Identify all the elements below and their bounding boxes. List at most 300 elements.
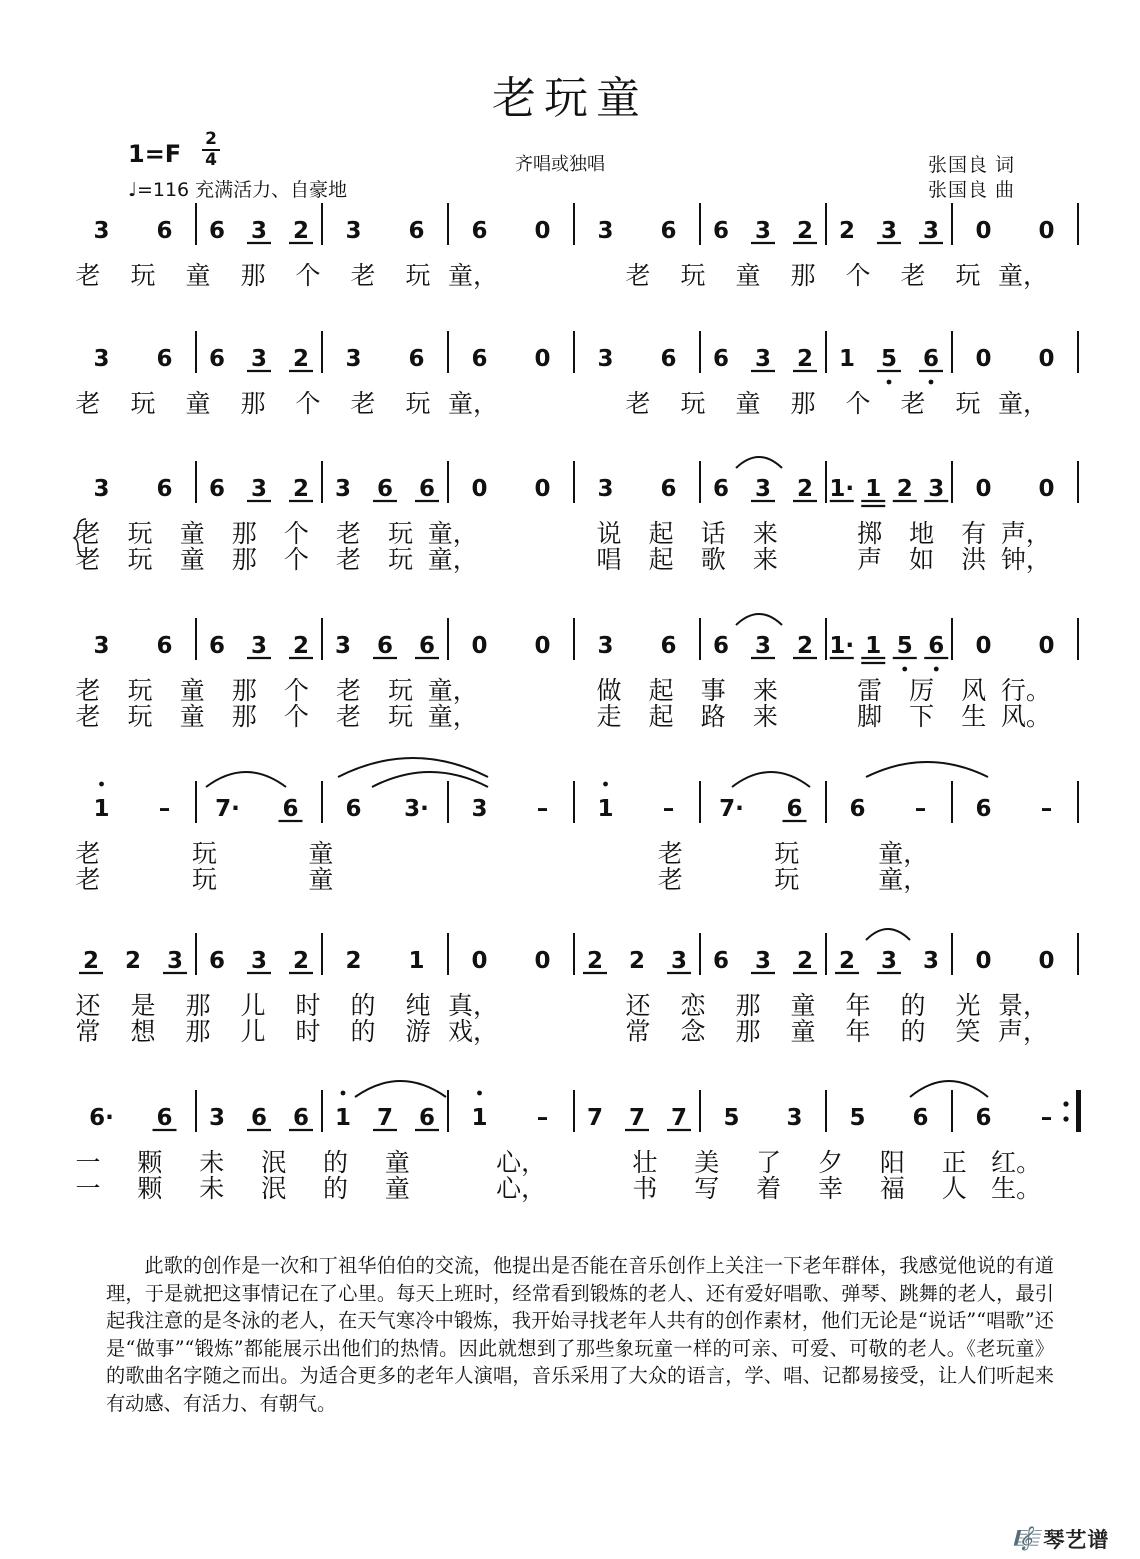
note: 2	[796, 948, 814, 974]
lyric-char: 儿	[240, 991, 266, 1020]
note: 6	[912, 1105, 929, 1131]
lyric-char: 壮	[632, 1148, 658, 1177]
note: 6	[156, 476, 173, 502]
note: 3	[250, 346, 268, 372]
lyric-char: 真，	[447, 991, 499, 1020]
lyric-char: 个	[845, 261, 871, 290]
note: 3	[922, 218, 940, 244]
note: –	[662, 796, 675, 822]
lyric-char: 玩	[680, 389, 706, 418]
note: 6	[282, 796, 299, 822]
lyric-char: 老	[75, 865, 101, 894]
lyric-char: 厉	[909, 676, 935, 705]
note: 3	[345, 346, 362, 372]
note: 2	[292, 633, 310, 659]
lyric-char: 玩	[774, 865, 800, 894]
lyric-char: 未	[199, 1148, 225, 1177]
note: 3	[93, 346, 110, 372]
lyric-char: 童，	[878, 865, 929, 894]
note: 3	[754, 476, 772, 502]
note: 2	[838, 218, 856, 244]
lyric-char: 个	[283, 702, 309, 731]
note: 0	[1038, 218, 1055, 244]
lyric-char: 个	[283, 676, 309, 705]
note: 1	[408, 948, 425, 974]
key-signature: 1=F	[128, 140, 182, 168]
lyric-char: 玩	[388, 676, 414, 705]
note: 1	[865, 476, 882, 502]
note: 3	[345, 218, 362, 244]
note: 3	[880, 948, 898, 974]
note: 1·	[829, 476, 855, 502]
lyric-char: 童	[185, 389, 211, 418]
lyric-char: 老	[350, 261, 376, 290]
low-octave-dot	[902, 667, 907, 672]
note: 6	[418, 1105, 436, 1131]
note: 0	[534, 633, 551, 659]
lyric-char: 声	[857, 545, 883, 574]
lyric-char: 戏，	[447, 1017, 499, 1046]
lyric-char: 来	[752, 519, 778, 548]
lyric-char: 玩	[774, 839, 800, 868]
lyric-char: 美	[694, 1148, 720, 1177]
note: –	[536, 1105, 549, 1131]
lyric-char: 童，	[427, 545, 478, 574]
lyric-char: 一	[75, 1174, 101, 1203]
note: 5	[896, 633, 913, 659]
note: 6	[922, 346, 940, 372]
lyric-char: 年	[845, 991, 871, 1020]
lyric-char: 正	[941, 1148, 967, 1177]
lyric-char: 常	[75, 1017, 101, 1046]
note: 0	[534, 948, 551, 974]
note: 3	[786, 1105, 803, 1131]
note: 0	[1038, 346, 1055, 372]
high-octave-dot	[99, 782, 104, 787]
lyric-char: 玩	[191, 865, 217, 894]
lyric-char: 心，	[496, 1174, 547, 1203]
lyric-char: 玩	[388, 545, 414, 574]
lyric-char: 的	[900, 991, 926, 1020]
watermark-logo	[1012, 1524, 1109, 1554]
note: 1	[597, 796, 614, 822]
note: 3	[597, 346, 614, 372]
note: 6	[208, 346, 226, 372]
note: 0	[975, 633, 992, 659]
lyric-char: 玩	[127, 702, 153, 731]
note: 0	[975, 218, 992, 244]
lyric-char: 那	[231, 676, 257, 705]
lyricist-credit: 张国良 词	[928, 154, 1016, 176]
lyric-char: 雷	[857, 676, 883, 705]
note: 3	[754, 633, 772, 659]
note: 6	[208, 476, 226, 502]
lyric-char: 那	[790, 389, 816, 418]
lyric-char: 唱	[596, 545, 622, 574]
note: 3	[250, 633, 268, 659]
note: 3	[166, 948, 184, 974]
lyric-char: 下	[909, 702, 935, 731]
note: –	[1040, 796, 1053, 822]
note: 6	[975, 1105, 992, 1131]
lyric-char: 写	[694, 1174, 720, 1203]
lyric-char: 走	[596, 702, 622, 731]
lyric-char: 的	[322, 1174, 349, 1203]
lyric-char: 脚	[857, 702, 883, 731]
lyric-char: 玩	[388, 702, 414, 731]
lyric-char: 人	[941, 1174, 967, 1203]
lyric-char: 玩	[680, 261, 706, 290]
note: 6	[156, 633, 173, 659]
lyric-char: 生。	[991, 1174, 1042, 1203]
note: 6	[660, 633, 677, 659]
note: 0	[975, 476, 992, 502]
slur-arc	[372, 772, 488, 787]
lyric-char: 起	[648, 519, 674, 548]
lyric-char: 幸	[817, 1174, 844, 1203]
note: 3	[754, 346, 772, 372]
note: 6·	[89, 1105, 114, 1131]
note: 3	[597, 633, 614, 659]
lyric-char: 路	[700, 702, 726, 731]
lyric-char: 钟，	[1000, 545, 1051, 574]
note: 3	[250, 218, 268, 244]
lyric-char: 的	[322, 1148, 349, 1177]
note: 3	[250, 476, 268, 502]
note: 7	[628, 1105, 646, 1131]
note: 6	[471, 218, 488, 244]
lyric-char: 童，	[427, 676, 478, 705]
lyric-char: 老	[75, 261, 101, 290]
lyric-char: 老	[75, 545, 101, 574]
note: 2	[586, 948, 604, 974]
note: 7·	[215, 796, 240, 822]
watermark-text: 琴艺谱	[1043, 1528, 1110, 1552]
tempo-marking: ♩=116 充满活力、自豪地	[128, 179, 348, 201]
note: 1	[471, 1105, 488, 1131]
lyric-char: 老	[336, 545, 362, 574]
repeat-dot	[1063, 1116, 1068, 1121]
lyric-char: 还	[625, 991, 651, 1020]
lyric-char: 游	[405, 1017, 431, 1046]
lyric-char: 老	[336, 519, 362, 548]
lyric-char: 说	[596, 519, 622, 548]
lyric-char: 光	[955, 991, 981, 1020]
lyric-char: 颗	[137, 1174, 163, 1203]
lyric-char: 有	[961, 519, 987, 548]
note: 0	[534, 476, 551, 502]
note: 6	[408, 346, 425, 372]
note: 1	[865, 633, 882, 659]
lyric-char: 老	[350, 389, 376, 418]
lyric-char: 来	[752, 676, 778, 705]
note: 7	[670, 1105, 688, 1131]
lyric-char: 的	[900, 1017, 926, 1046]
lyric-char: 话	[700, 519, 726, 548]
time-signature-bottom: 4	[205, 150, 217, 170]
lyric-char: 童	[179, 702, 205, 731]
lyric-char: 玩	[127, 519, 153, 548]
note: 3	[334, 633, 352, 659]
note: 0	[534, 346, 551, 372]
lyric-char: 红。	[991, 1148, 1042, 1177]
note: 6	[849, 796, 866, 822]
lyric-char: 歌	[700, 545, 726, 574]
note: 3	[670, 948, 688, 974]
lyric-char: 时	[295, 1017, 321, 1046]
note: 5	[849, 1105, 866, 1131]
note: 2	[292, 218, 310, 244]
note: 3	[93, 218, 110, 244]
note: 0	[1038, 476, 1055, 502]
lyric-char: 老	[900, 261, 926, 290]
note: 2	[292, 346, 310, 372]
note: 2	[796, 218, 814, 244]
lyric-char: 颗	[137, 1148, 163, 1177]
lyric-char: 童	[179, 545, 205, 574]
note: 3	[597, 476, 614, 502]
lyric-char: 老	[75, 676, 101, 705]
lyric-char: 童	[308, 865, 334, 894]
lyric-char: 那	[790, 261, 816, 290]
lyric-char: 玩	[405, 389, 431, 418]
lyric-char: 泯	[261, 1174, 287, 1203]
note: 6	[345, 796, 362, 822]
lyric-char: 风	[961, 676, 987, 705]
high-octave-dot	[341, 1091, 346, 1096]
lyric-char: 童，	[997, 261, 1049, 290]
note: 2	[796, 476, 814, 502]
note: 3	[597, 218, 614, 244]
lyric-char: 老	[75, 839, 101, 868]
note: 1·	[829, 633, 855, 659]
note: 2	[796, 633, 814, 659]
note: 2	[838, 948, 856, 974]
music-logo-icon: 🎼	[1012, 1526, 1040, 1552]
note: 7	[586, 1105, 604, 1131]
lyric-char: 那	[240, 389, 266, 418]
note: 5	[880, 346, 898, 372]
lyric-char: 心，	[496, 1148, 547, 1177]
note: 6	[660, 476, 677, 502]
lyric-char: 是	[130, 991, 156, 1020]
lyric-char: 那	[185, 991, 211, 1020]
note: 2	[796, 346, 814, 372]
note: 3	[922, 948, 940, 974]
lyric-char: 童	[179, 676, 205, 705]
repeat-dot	[1063, 1101, 1068, 1106]
lyric-char: 年	[845, 1017, 871, 1046]
lyric-char: 笑	[955, 1017, 981, 1046]
note: 6	[712, 948, 730, 974]
lyric-char: 老	[625, 261, 651, 290]
note: 0	[471, 948, 488, 974]
slur-arc	[732, 772, 810, 787]
slur-arc	[866, 762, 988, 777]
lyric-char: 生	[961, 702, 987, 731]
lyric-char: 的	[350, 1017, 376, 1046]
lyric-char: 福	[879, 1174, 905, 1203]
note: 3	[754, 948, 772, 974]
note: 6	[712, 218, 730, 244]
note: 0	[975, 948, 992, 974]
note: 6	[418, 633, 436, 659]
lyric-char: 童	[790, 991, 816, 1020]
lyric-char: 玩	[127, 676, 153, 705]
lyric-char: 那	[240, 261, 266, 290]
lyric-char: 个	[295, 389, 321, 418]
song-title: 老玩童	[492, 73, 648, 124]
lyric-char: 声，	[997, 1017, 1049, 1046]
lyric-char: 童，	[447, 389, 499, 418]
slur-arc	[355, 1081, 446, 1097]
note: –	[536, 796, 549, 822]
slur-arc	[736, 614, 782, 625]
final-barline	[1076, 1090, 1081, 1132]
lyric-char: 了	[756, 1148, 782, 1177]
lyric-char: 玩	[955, 389, 981, 418]
lyric-char: 童	[308, 839, 334, 868]
lyric-char: 个	[295, 261, 321, 290]
lyric-char: 那	[231, 545, 257, 574]
note: 3·	[404, 796, 429, 822]
note: 1	[93, 796, 110, 822]
lyric-char: 玩	[405, 261, 431, 290]
low-octave-dot	[929, 380, 934, 385]
slur-arc	[736, 457, 782, 468]
note: 6	[928, 633, 945, 659]
note: 0	[471, 633, 488, 659]
lyric-char: 童	[735, 389, 761, 418]
note: 7	[376, 1105, 394, 1131]
note: 6	[376, 633, 394, 659]
lyric-char: 想	[130, 1017, 156, 1046]
lyric-char: 玩	[191, 839, 217, 868]
lyric-char: 老	[900, 389, 926, 418]
note: 6	[471, 346, 488, 372]
lyric-char: 玩	[130, 261, 156, 290]
note: –	[158, 796, 171, 822]
lyric-char: 老	[75, 389, 101, 418]
note: 3	[93, 476, 110, 502]
note: 6	[712, 346, 730, 372]
lyric-char: 事	[700, 676, 726, 705]
note: 6	[418, 476, 436, 502]
note: 0	[1038, 948, 1055, 974]
note: 3	[471, 796, 488, 822]
note: 3	[208, 1105, 226, 1131]
lyric-char: 着	[756, 1174, 782, 1203]
time-signature-top: 2	[202, 130, 220, 151]
lyric-char: 老	[336, 676, 362, 705]
lyric-char: 童	[735, 261, 761, 290]
note: 6	[408, 218, 425, 244]
lyric-char: 泯	[261, 1148, 287, 1177]
lyric-char: 那	[231, 519, 257, 548]
low-octave-dot	[887, 380, 892, 385]
lyric-char: 还	[75, 991, 101, 1020]
lyric-char: 掷	[857, 519, 883, 548]
lyric-char: 如	[909, 545, 935, 574]
lyric-char: 童，	[427, 519, 478, 548]
lyric-char: 那	[185, 1017, 211, 1046]
slur-arc	[910, 1081, 988, 1097]
note: 6	[712, 633, 730, 659]
lyric-char: 洪	[961, 545, 987, 574]
lyric-char: 那	[735, 1017, 761, 1046]
note: 6	[292, 1105, 310, 1131]
lyric-char: 的	[350, 991, 376, 1020]
lyric-char: 起	[648, 545, 674, 574]
lyric-char: 童	[179, 519, 205, 548]
lyric-char: 个	[283, 545, 309, 574]
low-octave-dot	[934, 667, 939, 672]
lyric-char: 来	[752, 702, 778, 731]
note: 3	[880, 218, 898, 244]
slur-arc	[206, 772, 286, 787]
lyric-char: 念	[680, 1017, 706, 1046]
lyric-char: 童	[185, 261, 211, 290]
lyric-char: 童，	[878, 839, 929, 868]
note: 2	[124, 948, 142, 974]
note: 6	[660, 346, 677, 372]
lyric-char: 行。	[1000, 676, 1051, 705]
lyric-char: 老	[336, 702, 362, 731]
lyric-char: 玩	[127, 545, 153, 574]
lyric-char: 童	[790, 1017, 816, 1046]
note: 3	[754, 218, 772, 244]
lyric-char: 风。	[1000, 702, 1051, 731]
lyric-char: 做	[596, 676, 622, 705]
lyric-char: 玩	[130, 389, 156, 418]
note: 2	[628, 948, 646, 974]
note: 6	[156, 1105, 173, 1131]
lyric-char: 起	[648, 702, 674, 731]
lyric-char: 老	[625, 389, 651, 418]
note: –	[1040, 1105, 1053, 1131]
lyric-char: 书	[632, 1174, 658, 1203]
note: 2	[896, 476, 913, 502]
note: 0	[1038, 633, 1055, 659]
high-octave-dot	[603, 782, 608, 787]
note: 3	[928, 476, 945, 502]
note: 0	[471, 476, 488, 502]
lyric-char: 阳	[879, 1148, 905, 1177]
lyric-char: 老	[657, 865, 683, 894]
lyric-char: 童，	[997, 389, 1049, 418]
note: 7·	[719, 796, 744, 822]
lyric-char: 未	[199, 1174, 225, 1203]
note: 2	[82, 948, 100, 974]
lyric-char: 一	[75, 1148, 101, 1177]
note: 6	[376, 476, 394, 502]
lyric-char: 老	[75, 702, 101, 731]
lyric-char: 那	[231, 702, 257, 731]
composer-credit: 张国良 曲	[928, 179, 1016, 201]
note: 6	[156, 346, 173, 372]
lyric-char: 童	[384, 1174, 410, 1203]
lyric-char: 玩	[955, 261, 981, 290]
lyric-char: 恋	[680, 991, 706, 1020]
note: 6	[156, 218, 173, 244]
lyric-char: 老	[75, 519, 101, 548]
note: 6	[208, 633, 226, 659]
lyric-char: 时	[295, 991, 321, 1020]
lyric-char: 童，	[427, 702, 478, 731]
lyric-char: 起	[648, 676, 674, 705]
note: 1	[334, 1105, 352, 1131]
note: –	[914, 796, 927, 822]
